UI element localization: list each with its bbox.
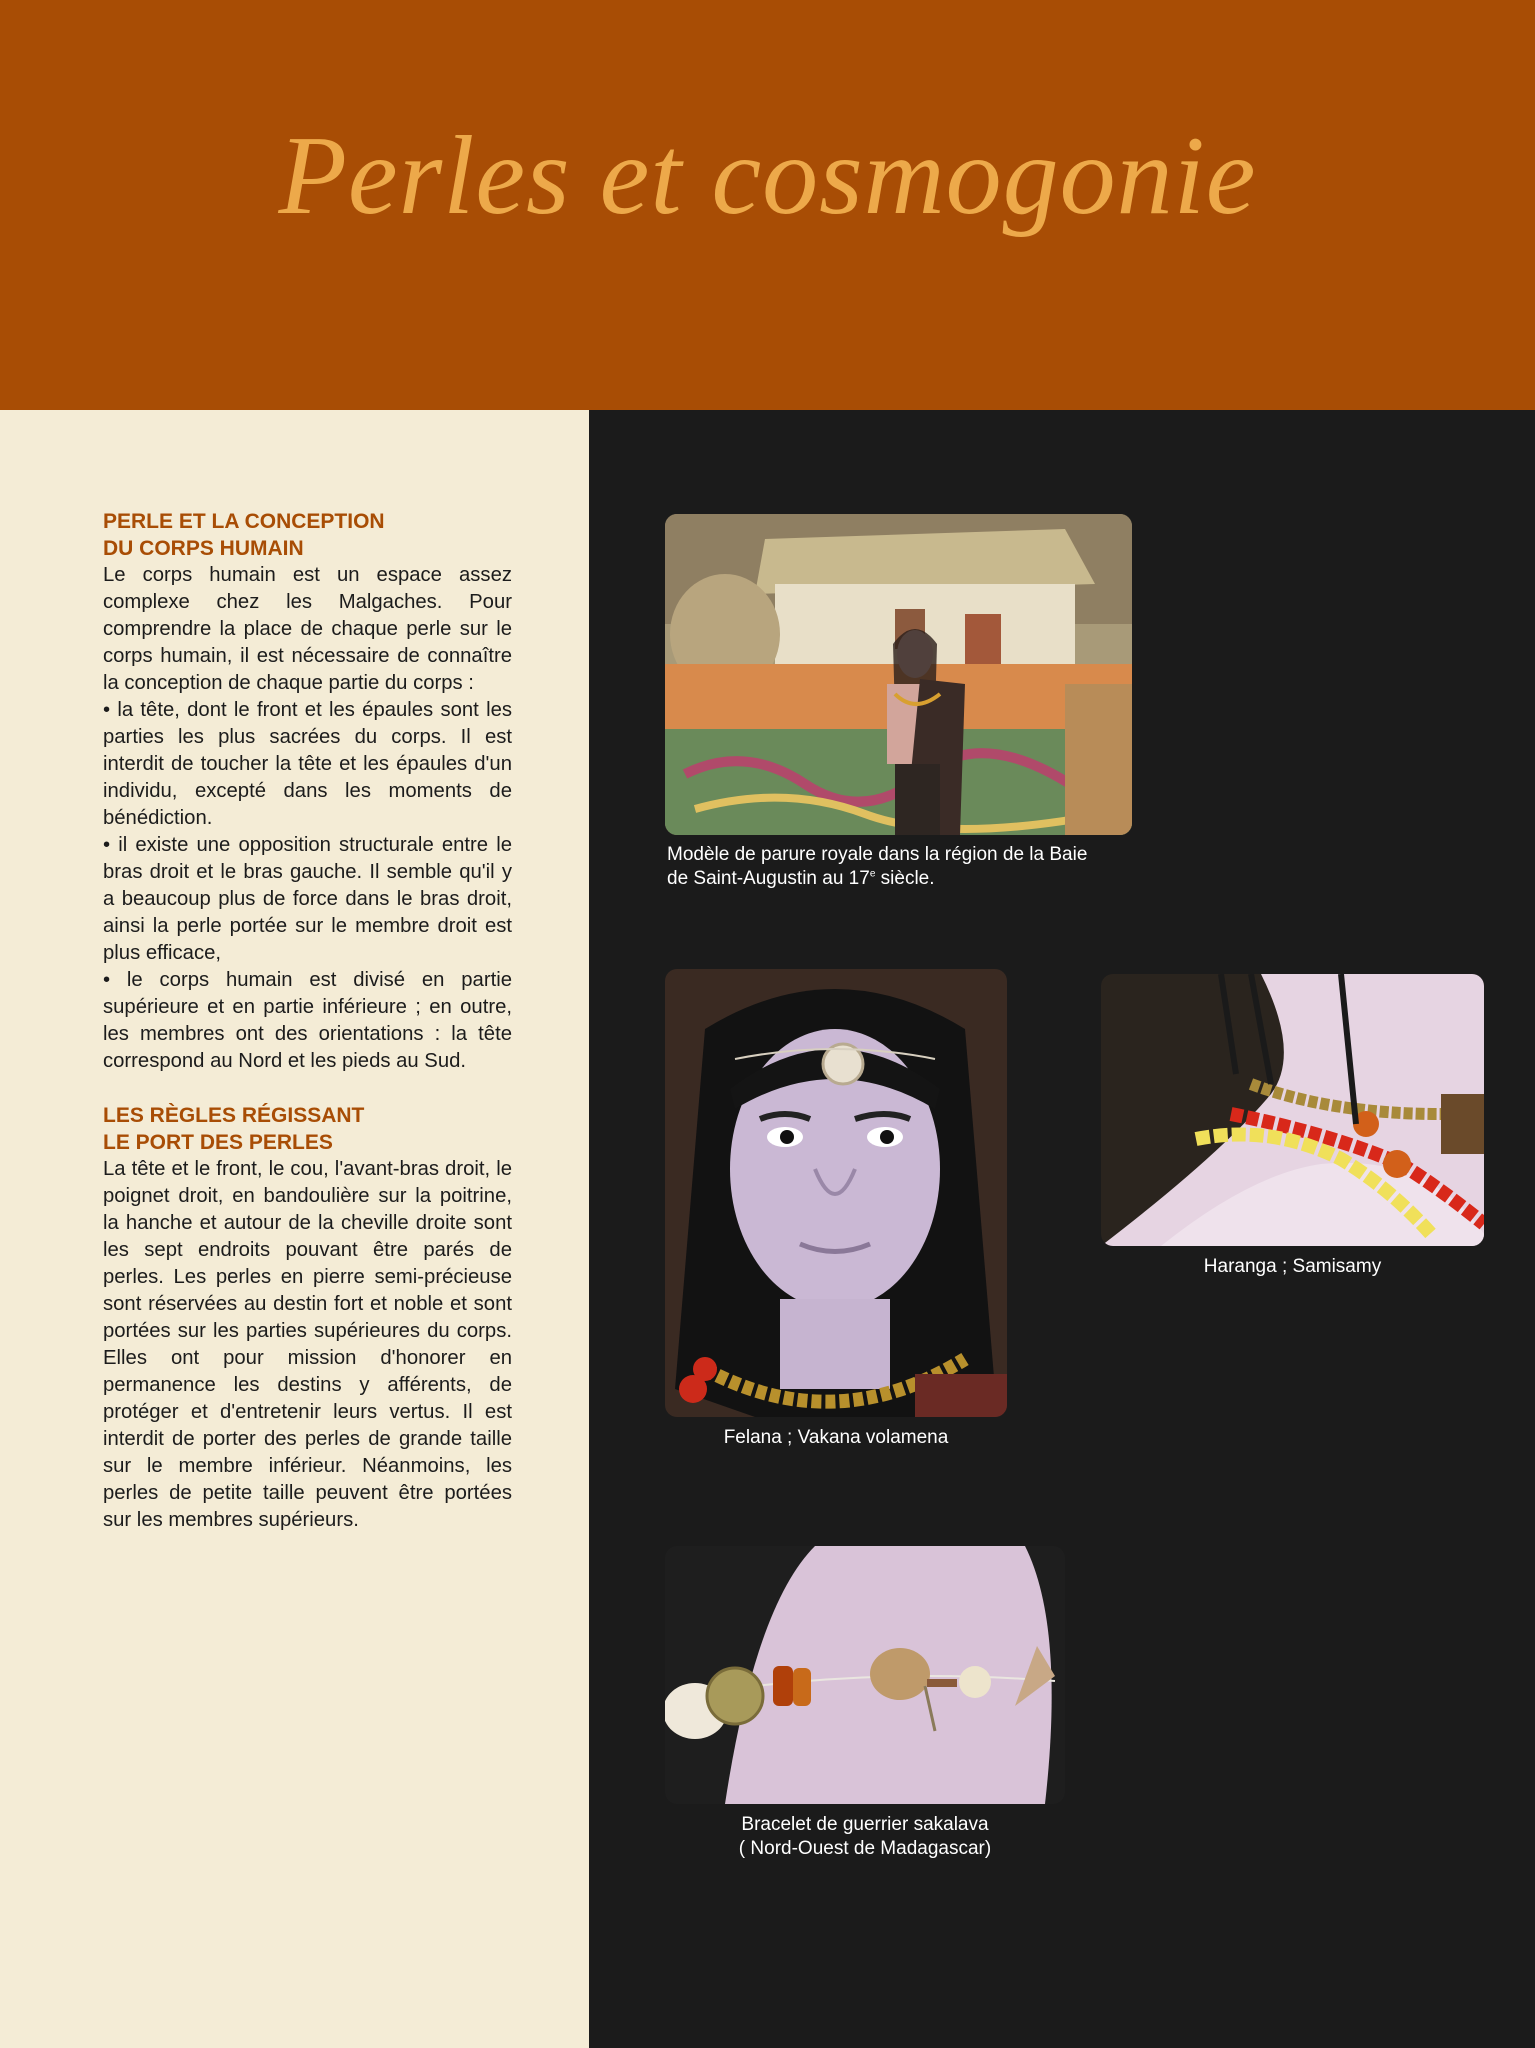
royal-adornment-photo (665, 514, 1132, 835)
section2-heading-line1: LES RÈGLES RÉGISSANT (103, 1104, 365, 1127)
section1-bullet-head: • la tête, dont le front et les épaules sont les parties les plus sacrées du corps. Il est interdit de toucher la tête et les épaules d'un individu, excepté dans les moments de bénédiction. (103, 699, 512, 829)
bracelet-caption-line1: Bracelet de guerrier sakalava (741, 1814, 989, 1835)
haranga-photo (1101, 974, 1484, 1246)
page-title: Perles et cosmogonie (278, 114, 1257, 238)
felana-caption: Felana ; Vakana volamena (723, 1427, 949, 1448)
section1-intro: Le corps humain est un espace assez complexe chez les Malgaches. Pour comprendre la place de chaque perle sur le corps humain, il est nécessaire de connaître la conception de chaque partie du corps : (103, 564, 512, 694)
bracelet-caption (665, 1813, 1065, 1861)
header-banner (0, 0, 1535, 410)
section2-heading-line2: LE PORT DES PERLES (103, 1131, 333, 1154)
royal-adornment-caption (667, 843, 1147, 891)
section2-heading (103, 1102, 512, 1156)
haranga-caption: Haranga ; Samisamy (1203, 1256, 1382, 1277)
section1-bullet-arms: • il existe une opposition structurale entre le bras droit et le bras gauche. Il semble qu'il y a beaucoup plus de force dans le bras droit, ainsi la perle portée sur le membre droit est plus efficace, (103, 834, 512, 964)
section1-heading-line2: DU CORPS HUMAIN (103, 537, 304, 560)
royal-caption-line1: Modèle de parure royale dans la région de la Baie (667, 844, 1088, 865)
bracelet-photo (665, 1546, 1065, 1804)
bracelet-caption-line2: ( Nord-Ouest de Madagascar) (738, 1838, 992, 1859)
royal-caption-line2: de Saint-Augustin au 17e siècle. (667, 868, 935, 889)
section1-heading (103, 508, 512, 562)
section1-heading-line1: PERLE ET LA CONCEPTION (103, 510, 385, 533)
section1-bullet-body: • le corps humain est divisé en partie supérieure et en partie inférieure ; en outre, les membres ont des orientations : la tête correspond au Nord et les pieds au Sud. (103, 969, 512, 1072)
section2-body: La tête et le front, le cou, l'avant-bras droit, le poignet droit, en bandoulière sur la poitrine, la hanche et autour de la cheville droite sont les sept endroits pouvant être parés de perles. Les perles en pierre semi-précieuse sont réservées au destin fort et noble et sont portées sur les parties supérieures du corps. Elles ont pour mission d'honorer en permanence les destins y afférents, de protéger et d'entretenir leurs vertus. Il est interdit de porter des perles de grande taille sur le membre inférieur. Néanmoins, les perles de petite taille peuvent être portées sur les membres supérieurs. (103, 1158, 512, 1531)
felana-photo (665, 969, 1007, 1417)
text-column (103, 508, 512, 1534)
